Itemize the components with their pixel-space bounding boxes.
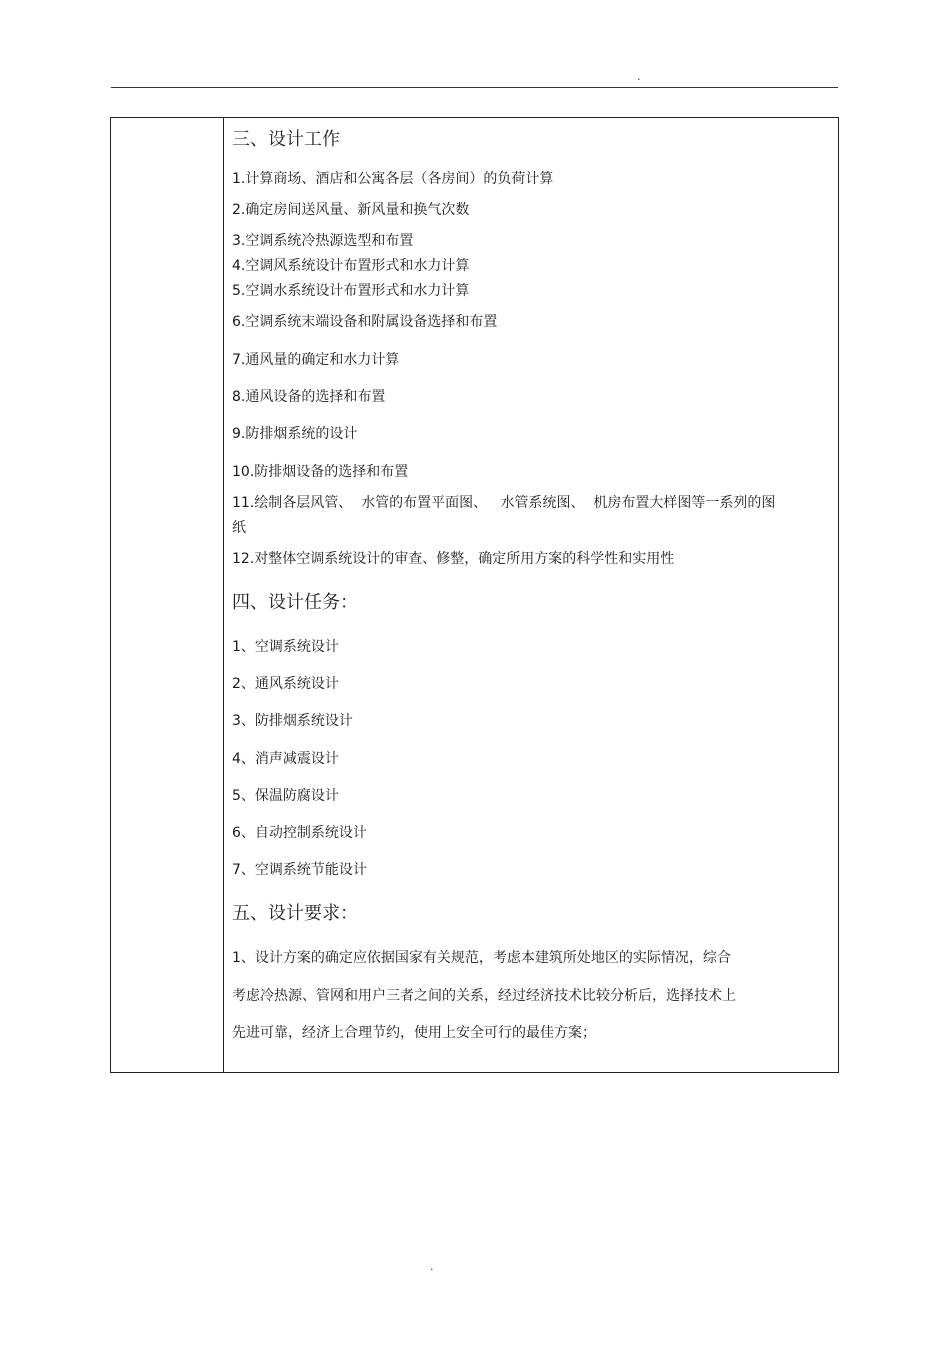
section3-item-8: 8.通风设备的选择和布置	[232, 389, 386, 405]
section5-line-2: 考虑冷热源、管网和用户三者之间的关系，经过经济技术比较分析后，选择技术上	[232, 988, 736, 1004]
section3-item-6: 6.空调系统末端设备和附属设备选择和布置	[232, 314, 498, 330]
section3-item-1: 1.计算商场、酒店和公寓各层（各房间）的负荷计算	[232, 171, 554, 187]
section4-item-6: 6、自动控制系统设计	[232, 825, 367, 841]
header-rule	[111, 87, 838, 88]
footer-mark: .	[430, 1260, 434, 1273]
section3-item-7: 7.通风量的确定和水力计算	[232, 352, 400, 368]
section5-line-3: 先进可靠，经济上合理节约，使用上安全可行的最佳方案；	[232, 1025, 596, 1041]
section3-item-2: 2.确定房间送风量、新风量和换气次数	[232, 202, 470, 218]
section3-item-11: 11.绘制各层风管、 水管的布置平面图、 水管系统图、 机房布置大样图等一系列的图	[232, 495, 776, 511]
section5-line-1: 1、设计方案的确定应依据国家有关规范，考虑本建筑所处地区的实际情况，综合	[232, 950, 731, 966]
section3-heading: 三、设计工作	[232, 129, 340, 150]
content-table	[110, 117, 839, 1073]
section3-item-9: 9.防排烟系统的设计	[232, 426, 358, 442]
section4-item-7: 7、空调系统节能设计	[232, 862, 367, 878]
section3-item-3: 3.空调系统冷热源选型和布置	[232, 233, 414, 249]
section5-heading: 五、设计要求：	[232, 903, 358, 924]
section3-item-4: 4.空调风系统设计布置形式和水力计算	[232, 258, 470, 274]
section3-item-11-cont: 纸	[232, 520, 246, 536]
header-mark: .	[637, 70, 641, 83]
section4-item-3: 3、防排烟系统设计	[232, 713, 353, 729]
section3-item-5: 5.空调水系统设计布置形式和水力计算	[232, 283, 470, 299]
section4-item-2: 2、通风系统设计	[232, 676, 339, 692]
section3-item-10: 10.防排烟设备的选择和布置	[232, 464, 409, 480]
column-divider	[223, 118, 224, 1072]
section4-item-4: 4、消声减震设计	[232, 751, 339, 767]
section4-item-5: 5、保温防腐设计	[232, 788, 339, 804]
section3-item-12: 12.对整体空调系统设计的审查、修整，确定所用方案的科学性和实用性	[232, 551, 675, 567]
section4-item-1: 1、空调系统设计	[232, 639, 339, 655]
section4-heading: 四、设计任务：	[232, 592, 358, 613]
